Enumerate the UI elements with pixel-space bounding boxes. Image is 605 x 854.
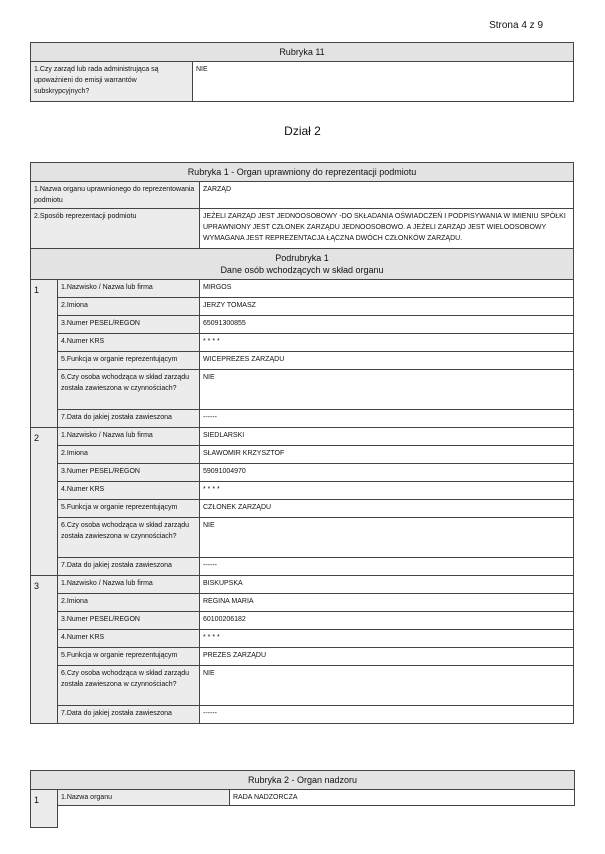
person-row xyxy=(31,518,574,558)
person-row xyxy=(31,280,574,298)
person-row xyxy=(31,666,574,706)
person-suspended-label: 6.Czy osoba wchodząca w skład zarządu została zawieszona w czynnościach? xyxy=(58,518,200,558)
representation-method-value: JEŻELI ZARZĄD JEST JEDNOOSOBOWY -DO SKŁADANIA OŚWIADCZEŃ I PODPISYWANIA W IMIENIU SPÓŁKI UPRAWNIONY JEST CZŁONEK ZARZĄDU JEDNOOSOBOWO. A JEŻELI ZARZĄD JEST WIELOOSOBOWY WYMAGANA JEST REPREZENTACJA ŁĄCZNA DWÓCH CZŁONKÓW ZARZĄDU. xyxy=(200,209,574,249)
rubryka-1-title: Rubryka 1 - Organ uprawniony do reprezentacji podmiotu xyxy=(31,163,574,182)
person-surname-label: 1.Nazwisko / Nazwa lub firma xyxy=(58,428,200,446)
person-row xyxy=(31,706,574,724)
person-function-value: PREZES ZARZĄDU xyxy=(200,648,574,666)
person-row xyxy=(31,482,574,500)
person-suspension-date-label: 7.Data do jakiej została zawieszona xyxy=(58,558,200,576)
person-row xyxy=(31,446,574,464)
rubryka-11-question-value: NIE xyxy=(193,62,574,102)
person-krs-value: * * * * xyxy=(200,630,574,648)
person-surname-value: SIEDLARSKI xyxy=(200,428,574,446)
rubryka-2-table xyxy=(30,770,575,828)
person-row xyxy=(31,630,574,648)
person-function-value: CZŁONEK ZARZĄDU xyxy=(200,500,574,518)
person-suspended-value: NIE xyxy=(200,666,574,706)
person-surname-value: MIRGOS xyxy=(200,280,574,298)
person-pesel-value: 59091004970 xyxy=(200,464,574,482)
person-row xyxy=(31,594,574,612)
person-function-label: 5.Funkcja w organie reprezentującym xyxy=(58,352,200,370)
person-row xyxy=(31,370,574,410)
person-row xyxy=(31,648,574,666)
section-title-dzial-2: Dział 2 xyxy=(284,124,321,138)
person-suspension-date-label: 7.Data do jakiej została zawieszona xyxy=(58,706,200,724)
person-pesel-label: 3.Numer PESEL/REGON xyxy=(58,612,200,630)
person-row xyxy=(31,576,574,594)
representation-method-label: 2.Sposób reprezentacji podmiotu xyxy=(31,209,200,249)
person-row xyxy=(31,500,574,518)
person-row xyxy=(31,334,574,352)
person-row xyxy=(31,316,574,334)
rubryka-11-table xyxy=(30,42,574,102)
person-row xyxy=(31,612,574,630)
organ-name-label: 1.Nazwa organu uprawnionego do reprezentowania podmiotu xyxy=(31,182,200,209)
person-suspension-date-value: ------ xyxy=(200,410,574,428)
organ-index: 1 xyxy=(31,790,58,828)
person-krs-label: 4.Numer KRS xyxy=(58,334,200,352)
person-pesel-label: 3.Numer PESEL/REGON xyxy=(58,464,200,482)
person-first-names-value: JERZY TOMASZ xyxy=(200,298,574,316)
person-suspended-label: 6.Czy osoba wchodząca w skład zarządu została zawieszona w czynnościach? xyxy=(58,666,200,706)
person-suspended-value: NIE xyxy=(200,370,574,410)
organ-name-value: ZARZĄD xyxy=(200,182,574,209)
person-row xyxy=(31,558,574,576)
person-index: 2 xyxy=(31,428,58,576)
rubryka-2-title: Rubryka 2 - Organ nadzoru xyxy=(31,771,575,790)
person-first-names-label: 2.Imiona xyxy=(58,298,200,316)
person-function-label: 5.Funkcja w organie reprezentującym xyxy=(58,500,200,518)
podrubryka-1-header xyxy=(31,249,574,280)
rubryka-11-title: Rubryka 11 xyxy=(31,43,574,62)
person-pesel-label: 3.Numer PESEL/REGON xyxy=(58,316,200,334)
person-suspended-label: 6.Czy osoba wchodząca w skład zarządu została zawieszona w czynnościach? xyxy=(58,370,200,410)
person-row xyxy=(31,428,574,446)
person-row xyxy=(31,298,574,316)
person-row xyxy=(31,352,574,370)
blank-continuation xyxy=(58,806,575,828)
person-function-value: WICEPREZES ZARZĄDU xyxy=(200,352,574,370)
person-krs-label: 4.Numer KRS xyxy=(58,630,200,648)
rubryka-11-question-label: 1.Czy zarząd lub rada administrująca są upoważnieni do emisji warrantów subskrypcyjnych? xyxy=(31,62,193,102)
person-krs-value: * * * * xyxy=(200,482,574,500)
person-suspension-date-label: 7.Data do jakiej została zawieszona xyxy=(58,410,200,428)
page-number: Strona 4 z 9 xyxy=(489,20,543,31)
person-first-names-value: SŁAWOMIR KRZYSZTOF xyxy=(200,446,574,464)
person-krs-value: * * * * xyxy=(200,334,574,352)
persons-list xyxy=(31,280,574,724)
person-index: 1 xyxy=(31,280,58,428)
person-row xyxy=(31,464,574,482)
person-surname-label: 1.Nazwisko / Nazwa lub firma xyxy=(58,576,200,594)
person-index: 3 xyxy=(31,576,58,724)
person-surname-label: 1.Nazwisko / Nazwa lub firma xyxy=(58,280,200,298)
person-suspension-date-value: ------ xyxy=(200,558,574,576)
podrubryka-1-title: Podrubryka 1 xyxy=(275,253,329,263)
person-function-label: 5.Funkcja w organie reprezentującym xyxy=(58,648,200,666)
podrubryka-1-subtitle: Dane osób wchodzących w skład organu xyxy=(220,265,384,275)
person-suspended-value: NIE xyxy=(200,518,574,558)
person-krs-label: 4.Numer KRS xyxy=(58,482,200,500)
supervisory-organ-value: RADA NADZORCZA xyxy=(230,790,575,806)
person-first-names-label: 2.Imiona xyxy=(58,446,200,464)
person-row xyxy=(31,410,574,428)
supervisory-organ-label: 1.Nazwa organu xyxy=(58,790,230,806)
person-first-names-label: 2.Imiona xyxy=(58,594,200,612)
person-surname-value: BISKUPSKA xyxy=(200,576,574,594)
rubryka-1-table xyxy=(30,162,574,724)
person-pesel-value: 65091300855 xyxy=(200,316,574,334)
person-first-names-value: REGINA MARIA xyxy=(200,594,574,612)
person-suspension-date-value: ------ xyxy=(200,706,574,724)
person-pesel-value: 60100206182 xyxy=(200,612,574,630)
